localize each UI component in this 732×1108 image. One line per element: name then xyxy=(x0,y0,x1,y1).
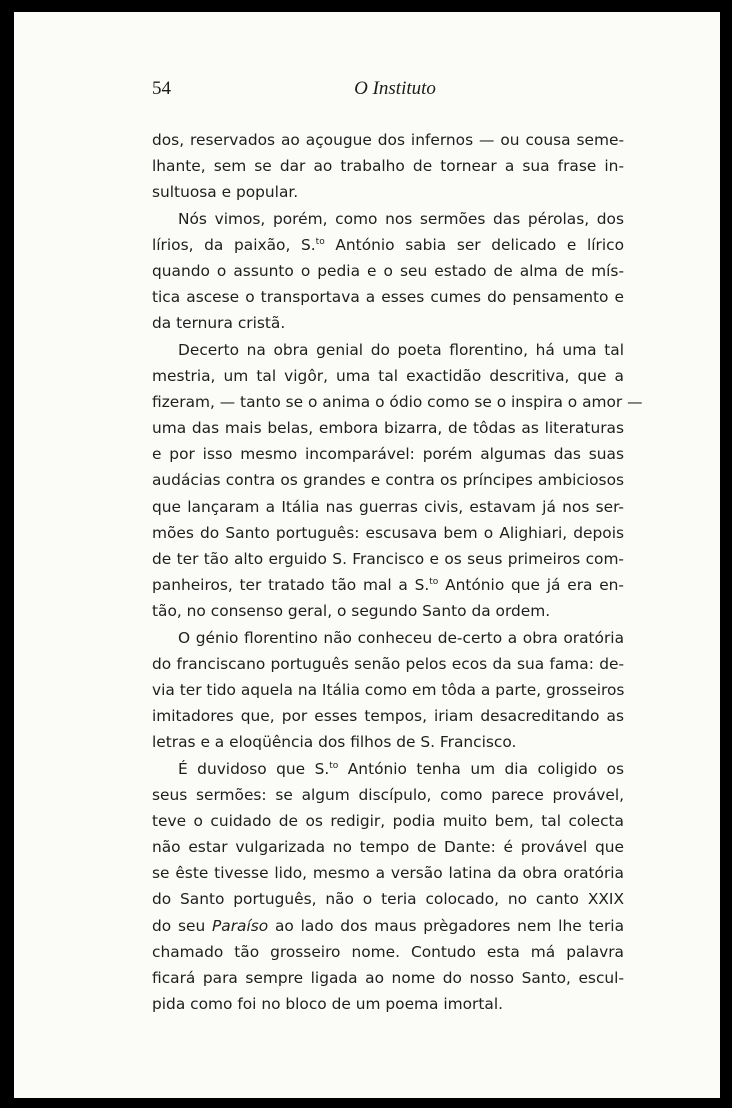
text-line: do franciscano português senão pelos ecos da sua fama: de- xyxy=(152,654,624,673)
text-line: quando o assunto o pedia e o seu estado de alma de mís- xyxy=(152,261,624,280)
book-page xyxy=(14,12,720,1098)
text-line: lhante, sem se dar ao trabalho de tornear a sua frase in- xyxy=(152,157,624,176)
text-line: ficará para sempre ligada ao nome do nosso Santo, escul- xyxy=(152,969,624,987)
text-line: se êste tivesse lido, mesmo a versão latina da obra oratória xyxy=(152,864,624,883)
text-line: mestria, um tal vigôr, uma tal exactidão descritiva, que a xyxy=(152,366,624,385)
text-line: imitadores que, por esses tempos, iriam desacreditando as xyxy=(152,707,624,726)
text-line: de ter tão alto erguido S. Francisco e os seus primeiros com- xyxy=(152,550,624,568)
text-line: via ter tido aquela na Itália como em tôda a parte, grosseiros xyxy=(152,680,625,699)
text-line: não estar vulgarizada no tempo de Dante: é provável que xyxy=(152,838,624,857)
text-line: tica ascese o transportava a esses cumes do pensamento e xyxy=(152,288,624,307)
text-line: chamado tão grosseiro nome. Contudo esta má palavra xyxy=(152,942,624,961)
text-line: panheiros, ter tratado tão mal a S.$^{to}$ António que já era en- xyxy=(152,576,624,595)
text-line: Decerto na obra genial do poeta florentino, há uma tal xyxy=(178,340,624,359)
superscript: to xyxy=(315,236,325,247)
superscript: to xyxy=(429,577,439,588)
superscript: to xyxy=(329,760,339,771)
text-line: audácias contra os grandes e contra os príncipes ambiciosos xyxy=(152,471,624,490)
text-line: lírios, da paixão, S.$^{to}$ António sabia ser delicado e lírico xyxy=(152,235,624,254)
text-line: É duvidoso que S.$^{to}$ António tenha um dia coligido os xyxy=(178,759,624,778)
page-header xyxy=(152,78,638,102)
text-line: da ternura cristã. xyxy=(152,314,286,333)
text-line: teve o cuidado de os redigir, podia muito bem, tal colecta xyxy=(152,811,624,830)
text-line: O génio florentino não conheceu de-certo a obra oratória xyxy=(178,628,624,647)
text-line: letras e a eloqüência dos filhos de S. Francisco. xyxy=(152,733,517,752)
text-line: uma das mais belas, embora bizarra, de tôdas as literaturas xyxy=(152,419,624,438)
text-line: sultuosa e popular. xyxy=(152,183,299,202)
text-line: Nós vimos, porém, como nos sermões das pérolas, dos xyxy=(178,209,624,228)
text-line: fizeram, — tanto se o anima o ódio como se o inspira o amor — xyxy=(152,392,643,411)
text-line: mões do Santo português: escusava bem o Alighiari, depois xyxy=(152,523,624,542)
page-number: 54 xyxy=(152,78,171,99)
text-line: tão, no consenso geral, o segundo Santo da ordem. xyxy=(152,602,551,621)
body-text xyxy=(152,127,643,1017)
text-line: do Santo português, não o teria colocado, no canto XXIX xyxy=(152,890,624,909)
text-line: seus sermões: se algum discípulo, como parece provável, xyxy=(152,785,624,804)
italic-title: Paraíso xyxy=(212,916,269,935)
text-line: que lançaram a Itália nas guerras civis, estavam já nos ser- xyxy=(152,497,624,516)
text-line: dos, reservados ao açougue dos infernos — ou cousa seme- xyxy=(152,131,624,149)
text-line: pida como foi no bloco de um poema imortal. xyxy=(152,995,504,1014)
text-line: e por isso mesmo incomparável: porém algumas das suas xyxy=(152,445,624,464)
text-line: do seu Paraíso ao lado dos maus prègadores nem lhe teria xyxy=(152,916,625,935)
running-title: O Instituto xyxy=(354,78,436,99)
